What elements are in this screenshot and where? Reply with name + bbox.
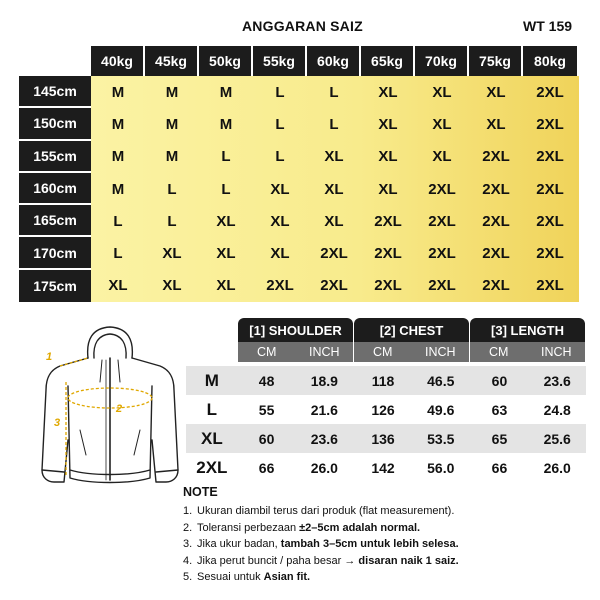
measurement-value: 142 <box>371 459 395 476</box>
grid-corner <box>19 46 91 76</box>
size-cell: 2XL <box>482 212 510 230</box>
unit-row <box>238 342 353 362</box>
notes-list <box>183 503 583 586</box>
size-cell: 2XL <box>428 180 456 198</box>
size-cell: XL <box>324 148 344 166</box>
note-number: 1. <box>183 505 193 517</box>
note-text <box>197 536 459 553</box>
note-item <box>183 569 583 586</box>
note-text <box>197 569 310 586</box>
measurement-value: 46.5 <box>427 372 455 389</box>
note-plain: Jika perut buncit / paha besar <box>197 554 345 567</box>
size-cell: 2XL <box>536 180 564 198</box>
size-cell: XL <box>270 212 290 230</box>
measurement-value: 26.0 <box>543 459 571 476</box>
size-cell: XL <box>324 212 344 230</box>
weight-header: 45kg <box>145 46 199 76</box>
size-cell: 2XL <box>536 277 564 295</box>
measurement-value: 55 <box>258 401 275 418</box>
unit-cm: CM <box>489 345 509 359</box>
size-label: XL <box>201 428 223 448</box>
measurement-value: 23.6 <box>543 372 571 389</box>
size-cell: XL <box>486 83 506 101</box>
unit-cm: CM <box>257 345 277 359</box>
size-cell: 2XL <box>536 212 564 230</box>
size-estimate-grid <box>19 46 579 302</box>
note-item <box>183 520 583 537</box>
size-cell: M <box>165 148 179 166</box>
size-cell: L <box>329 115 339 133</box>
weight-header: 65kg <box>361 46 415 76</box>
size-cell: L <box>113 245 123 263</box>
size-cell: 2XL <box>536 148 564 166</box>
size-grid-row <box>19 76 579 108</box>
size-grid-row <box>19 141 579 173</box>
measurement-row <box>186 453 586 482</box>
weight-header: 75kg <box>469 46 523 76</box>
note-number: 5. <box>183 571 193 583</box>
size-cell: XL <box>270 245 290 263</box>
measurement-value: 23.6 <box>310 430 338 447</box>
size-cell: M <box>111 180 125 198</box>
measurement-table <box>186 318 586 482</box>
shoulder-group <box>238 318 353 362</box>
note-text <box>197 553 459 570</box>
note-plain: Sesuai untuk <box>197 571 264 583</box>
size-grid-body <box>19 76 579 302</box>
measurement-value: 66 <box>491 459 508 476</box>
unit-row <box>470 342 585 362</box>
length-group <box>470 318 585 362</box>
size-cell: M <box>165 115 179 133</box>
size-cell: L <box>275 83 285 101</box>
measurement-value: 60 <box>258 430 275 447</box>
size-cell: 2XL <box>536 115 564 133</box>
measurement-value: 118 <box>371 372 395 389</box>
size-cell: M <box>111 148 125 166</box>
size-cell: M <box>111 115 125 133</box>
measurement-value: 60 <box>491 372 508 389</box>
note-plain: Toleransi perbezaan <box>197 521 300 534</box>
note-item <box>183 503 583 520</box>
note-text <box>197 520 420 537</box>
size-cell: L <box>329 83 339 101</box>
notes-section <box>183 485 583 586</box>
note-emphasis: ±2–5cm adalah normal. <box>299 521 421 534</box>
size-cell: L <box>113 212 123 230</box>
note-number: 2. <box>183 521 193 534</box>
note-plain: Jika ukur badan, <box>197 538 281 550</box>
weight-header: 60kg <box>307 46 361 76</box>
measurement-value: 25.6 <box>543 430 571 447</box>
height-header: 155cm <box>19 141 91 173</box>
size-cell: 2XL <box>428 277 456 295</box>
size-cell: XL <box>216 212 236 230</box>
note-emphasis: → disaran naik 1 saiz. <box>344 554 459 567</box>
marker-1: 1 <box>46 351 53 363</box>
marker-2: 2 <box>116 403 123 415</box>
size-cell: XL <box>486 115 506 133</box>
measurement-value: 56.0 <box>427 459 455 476</box>
size-cell: 2XL <box>482 245 510 263</box>
size-cell: 2XL <box>320 277 348 295</box>
size-cell: L <box>167 180 177 198</box>
size-grid-row <box>19 237 579 269</box>
weight-header: 40kg <box>91 46 145 76</box>
size-cell: XL <box>432 115 452 133</box>
note-item <box>183 536 583 553</box>
measurement-value: 136 <box>371 430 395 447</box>
jacket-diagram <box>30 320 190 500</box>
weight-header: 55kg <box>253 46 307 76</box>
measurement-row <box>186 366 586 395</box>
measurement-headers <box>238 318 586 362</box>
measurement-value: 65 <box>491 430 508 447</box>
size-label: 2XL <box>196 457 228 477</box>
height-header: 175cm <box>19 270 91 302</box>
unit-row <box>354 342 469 362</box>
unit-inch: INCH <box>540 345 572 359</box>
size-cell: L <box>221 180 231 198</box>
size-label: M <box>204 370 219 390</box>
size-grid-row <box>19 205 579 237</box>
measurement-value: 66 <box>258 459 275 476</box>
size-cell: 2XL <box>374 245 402 263</box>
product-code: WT 159 <box>523 18 573 34</box>
size-cell: XL <box>378 148 398 166</box>
measurement-value: 24.8 <box>543 401 571 418</box>
unit-inch: INCH <box>308 345 340 359</box>
size-cell: XL <box>432 83 452 101</box>
size-cell: XL <box>162 245 182 263</box>
unit-inch: INCH <box>424 345 456 359</box>
measurement-row <box>186 424 586 453</box>
note-number: 4. <box>183 554 193 567</box>
size-grid-row <box>19 270 579 302</box>
height-header: 150cm <box>19 108 91 140</box>
size-cell: XL <box>216 245 236 263</box>
size-cell: XL <box>432 148 452 166</box>
size-cell: 2XL <box>536 83 564 101</box>
size-cell: 2XL <box>374 277 402 295</box>
height-header: 165cm <box>19 205 91 237</box>
unit-cm: CM <box>373 345 393 359</box>
size-cell: M <box>111 83 125 101</box>
note-emphasis: Asian fit. <box>263 571 311 583</box>
size-cell: M <box>219 115 233 133</box>
size-label: L <box>206 399 218 419</box>
size-cell: 2XL <box>482 148 510 166</box>
group-title: [3] LENGTH <box>470 318 585 342</box>
measurement-value: 53.5 <box>427 430 455 447</box>
size-cell: XL <box>378 180 398 198</box>
measurement-value: 48 <box>258 372 275 389</box>
size-cell: L <box>167 212 177 230</box>
size-cell: 2XL <box>428 212 456 230</box>
note-number: 3. <box>183 538 193 550</box>
size-cell: XL <box>378 115 398 133</box>
note-item <box>183 553 583 570</box>
group-title: [2] CHEST <box>354 318 469 342</box>
measurement-value: 18.9 <box>310 372 338 389</box>
measurement-row <box>186 395 586 424</box>
size-cell: XL <box>270 180 290 198</box>
note-emphasis: tambah 3–5cm untuk lebih selesa. <box>280 538 459 550</box>
measurement-value: 26.0 <box>310 459 338 476</box>
note-text <box>197 503 454 520</box>
size-cell: L <box>221 148 231 166</box>
size-cell: 2XL <box>428 245 456 263</box>
size-grid-row <box>19 108 579 140</box>
size-grid-row <box>19 173 579 205</box>
marker-3: 3 <box>54 417 61 429</box>
size-cell: M <box>219 83 233 101</box>
size-cell: 2XL <box>482 180 510 198</box>
notes-title: NOTE <box>183 485 218 499</box>
weight-header: 70kg <box>415 46 469 76</box>
weight-header: 50kg <box>199 46 253 76</box>
size-cell: L <box>275 148 285 166</box>
weight-header: 80kg <box>523 46 577 76</box>
size-cell: 2XL <box>482 277 510 295</box>
size-cell: XL <box>162 277 182 295</box>
size-cell: 2XL <box>536 245 564 263</box>
height-header: 160cm <box>19 173 91 205</box>
size-cell: XL <box>324 180 344 198</box>
size-cell: XL <box>108 277 128 295</box>
size-cell: L <box>275 115 285 133</box>
note-plain: Ukuran diambil terus dari produk (flat measurement). <box>197 505 455 517</box>
size-cell: XL <box>378 83 398 101</box>
size-cell: 2XL <box>266 277 294 295</box>
measurement-value: 126 <box>371 401 395 418</box>
weight-header-row <box>19 46 579 76</box>
measurement-rows <box>186 366 586 482</box>
measurement-value: 21.6 <box>310 401 338 418</box>
chest-group <box>354 318 469 362</box>
page-title: ANGGARAN SAIZ <box>242 18 363 34</box>
size-cell: XL <box>216 277 236 295</box>
size-cell: M <box>165 83 179 101</box>
size-cell: 2XL <box>374 212 402 230</box>
group-title: [1] SHOULDER <box>238 318 353 342</box>
measurement-value: 49.6 <box>427 401 455 418</box>
height-header: 145cm <box>19 76 91 108</box>
size-cell: 2XL <box>320 245 348 263</box>
measurement-value: 63 <box>491 401 508 418</box>
height-header: 170cm <box>19 237 91 269</box>
